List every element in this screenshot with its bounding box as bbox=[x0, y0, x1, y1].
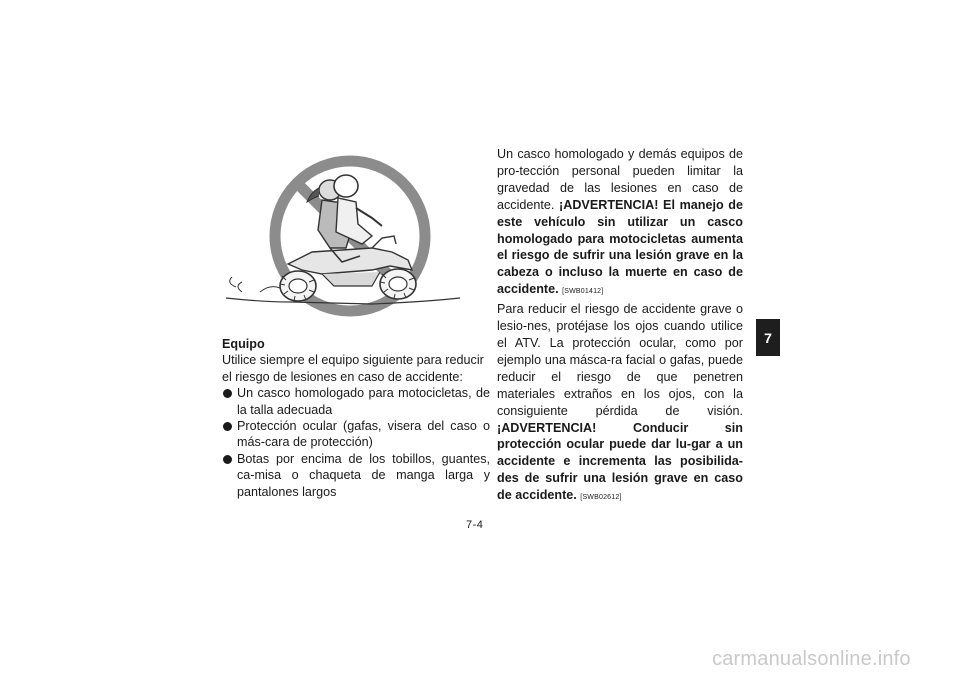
warning-code: [SWB02612] bbox=[580, 494, 622, 502]
warning-text: Conducir sin protección ocular puede dar lu-gar a un accidente e incrementa las posibilida-des de sufrir una lesión grave en caso de accidente. bbox=[497, 420, 743, 503]
no-helmet-prohibition-icon bbox=[222, 152, 492, 328]
eye-paragraph-text: Para reducir el riesgo de accidente grave o lesio-nes, protéjase los ojos cuando utilice el ATV. La protección ocular, como por ejemplo una másca-ra facial o gafas, puede reducir el riesgo de que penetren materiales extraños en los ojos, con la consiguiente pérdida de visión. bbox=[497, 302, 743, 418]
list-item-text: Un casco homologado para motocicletas, de la talla adecuada bbox=[237, 386, 490, 417]
helmet-paragraph bbox=[497, 146, 743, 301]
warning-text: El manejo de este vehículo sin utilizar un casco homologado para motocicletas aumenta el riesgo de sufrir una lesión grave en la cabeza o incluso la muerte en caso de accidente. bbox=[497, 197, 743, 297]
helmet-paragraph-text: Un casco homologado y demás equipos de pro-tección personal pueden limitar la gravedad de las lesiones en caso de accidente. bbox=[497, 147, 743, 212]
warnings-column bbox=[497, 146, 743, 507]
list-item-text: Protección ocular (gafas, visera del caso o más-cara de protección) bbox=[237, 419, 490, 450]
page-number: 7-4 bbox=[466, 519, 484, 531]
list-item bbox=[222, 451, 490, 500]
warning-label: ¡ADVERTENCIA! bbox=[497, 420, 597, 435]
no-helmet-riders-illustration bbox=[222, 152, 492, 328]
helmet-warning bbox=[497, 198, 743, 297]
watermark: carmanualsonline.info bbox=[712, 648, 911, 670]
chapter-tab: 7 bbox=[756, 319, 780, 356]
list-item bbox=[222, 418, 490, 451]
equipment-list bbox=[222, 385, 490, 500]
list-item bbox=[222, 385, 490, 418]
warning-code: [SWB01412] bbox=[562, 288, 604, 296]
section-heading: Equipo bbox=[222, 337, 265, 351]
list-item-text: Botas por encima de los tobillos, guantes, ca-misa o chaqueta de manga larga y pantalones largos bbox=[237, 451, 490, 499]
bullet-icon bbox=[223, 422, 232, 431]
eye-warning bbox=[497, 421, 743, 503]
bullet-icon bbox=[223, 389, 232, 398]
eye-protection-paragraph bbox=[497, 301, 743, 507]
section-intro: Utilice siempre el equipo siguiente para reducir el riesgo de lesiones en caso de accidente: bbox=[222, 353, 484, 384]
warning-label: ¡ADVERTENCIA! bbox=[559, 197, 659, 212]
equipment-section bbox=[222, 336, 490, 500]
bullet-icon bbox=[223, 455, 232, 464]
